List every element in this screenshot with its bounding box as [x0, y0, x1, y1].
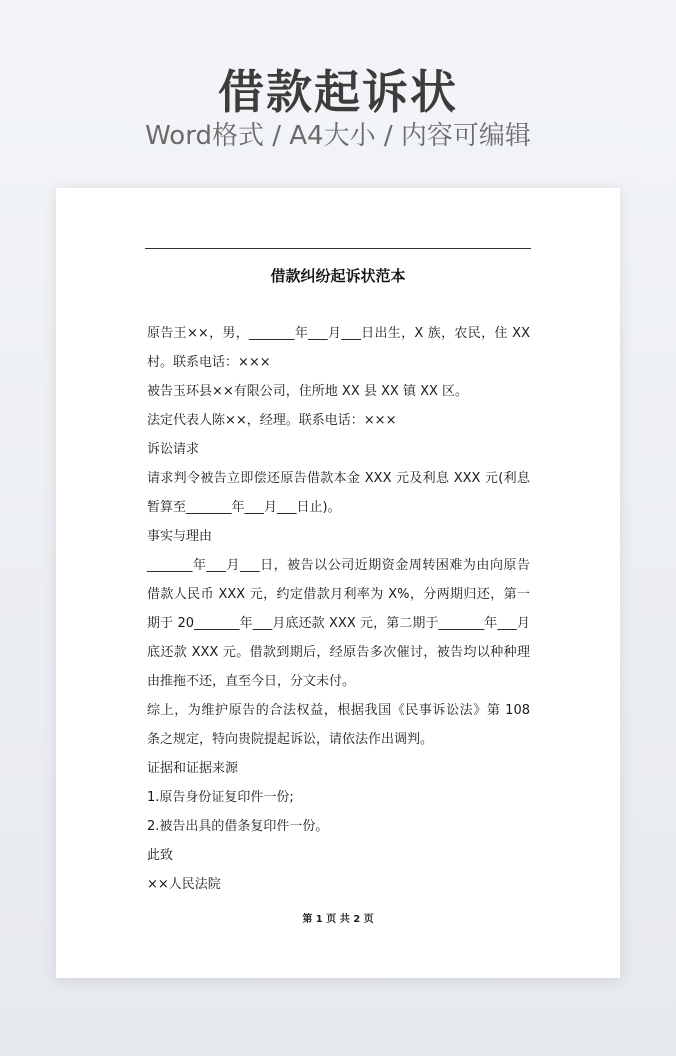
- banner-title: 借款起诉状: [218, 65, 458, 119]
- court-name: ××人民法院: [147, 877, 221, 892]
- document-page: [56, 188, 620, 978]
- claims-paragraph: 请求判令被告立即偿还原告借款本金 XXX 元及利息 XXX 元(利息暂算至_______年___月___日止)。: [147, 471, 530, 515]
- legal-representative-paragraph: 法定代表人陈××，经理。联系电话：×××: [147, 413, 397, 428]
- document-body: [147, 319, 530, 899]
- claims-heading: 诉讼请求: [147, 442, 200, 457]
- page-number: 第 1 页 共 2 页: [302, 914, 374, 925]
- defendant-paragraph: 被告玉环县××有限公司，住所地 XX 县 XX 镇 XX 区。: [147, 384, 469, 399]
- conclusion-paragraph: 综上，为维护原告的合法权益，根据我国《民事诉讼法》第 108 条之规定，特向贵院提起诉讼，请依法作出调判。: [147, 703, 530, 747]
- evidence-item: 1.原告身份证复印件一份;: [147, 790, 294, 805]
- document-title: 借款纠纷起诉状范本: [270, 267, 406, 285]
- plaintiff-paragraph: 原告王××，男，_______年___月___日出生，X 族，农民，住 XX 村。联系电话：×××: [147, 326, 530, 370]
- facts-paragraph: _______年___月___日，被告以公司近期资金周转困难为由向原告借款人民币 XXX 元，约定借款月利率为 X%，分两期归还，第一期于 20_______年___月底还款 XXX 元，第二期于_______年___月底还款 XXX 元。借款到期后，经原告多次催讨，被告均以种种理由推拖不还，直至今日，分文未付。: [147, 558, 530, 689]
- facts-heading: 事实与理由: [147, 529, 213, 544]
- evidence-heading: 证据和证据来源: [147, 761, 239, 776]
- evidence-item: 2.被告出具的借条复印件一份。: [147, 819, 329, 834]
- salutation: 此致: [147, 848, 174, 863]
- banner-subtitle: Word格式 / A4大小 / 内容可编辑: [145, 121, 531, 151]
- header-rule: [145, 248, 531, 249]
